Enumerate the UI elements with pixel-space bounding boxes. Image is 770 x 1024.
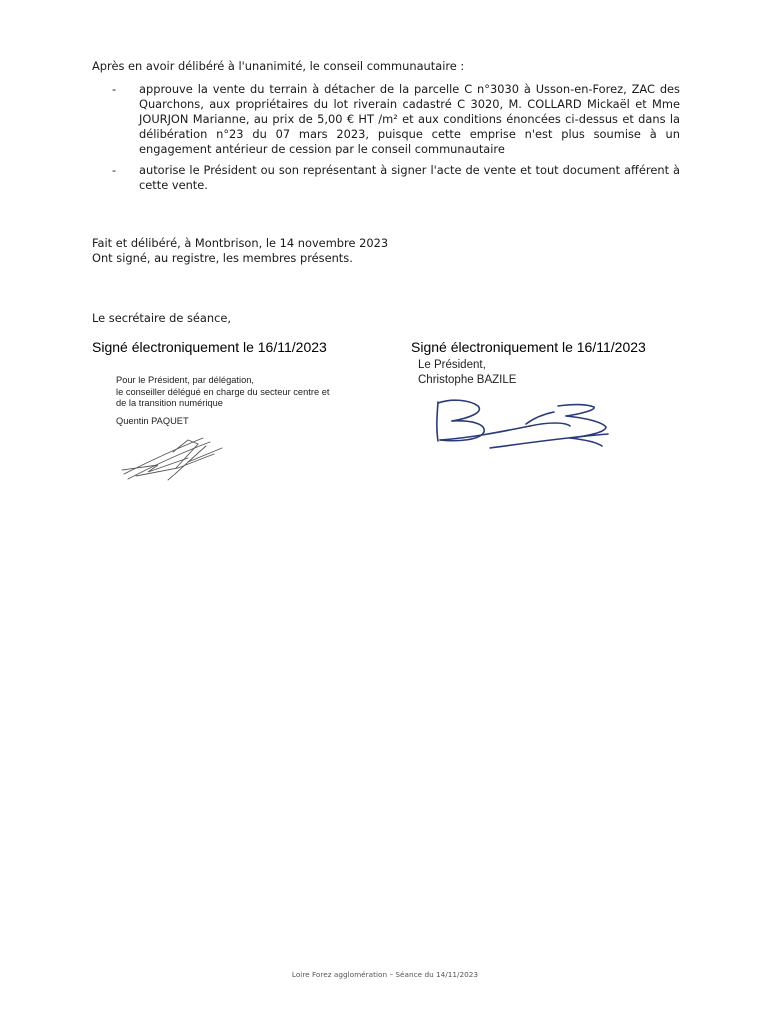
president-name: Christophe BAZILE bbox=[418, 373, 517, 386]
list-bullet: - bbox=[112, 82, 117, 96]
list-bullet: - bbox=[112, 163, 117, 177]
decision-text: approuve la vente du terrain à détacher de la parcelle C n°3030 à Usson-en-Forez, ZAC des Quarchons, aux propriétaires du lot riverain cadastré C 3020, M. COLLARD Mickaël et Mme JOURJON Marianne, au prix de 5,00 € HT /m² et aux conditions énoncées ci-dessus et dans la délibération n°23 du 07 mars 2023, puisque cette emprise n'est plus soumise à un engagement antérieur de cession par le conseil communautaire bbox=[139, 82, 680, 156]
secretary-label: Le secrétaire de séance, bbox=[92, 311, 231, 325]
decision-text: autorise le Président ou son représentant à signer l'acte de vente et tout document afférent à cette vente. bbox=[139, 163, 680, 192]
list-item bbox=[112, 82, 680, 157]
left-handwritten-signature bbox=[118, 432, 228, 486]
right-signature-heading: Signé électroniquement le 16/11/2023 bbox=[411, 339, 646, 355]
delegation-line: Pour le Président, par délégation, bbox=[116, 375, 254, 385]
delegation-line: le conseiller délégué en charge du secteur centre et bbox=[116, 386, 330, 397]
page-footer: Loire Forez agglomération – Séance du 14/11/2023 bbox=[291, 970, 479, 979]
president-block bbox=[418, 358, 516, 387]
intro-paragraph: Après en avoir délibéré à l'unanimité, le conseil communautaire : bbox=[92, 59, 465, 73]
president-title: Le Président, bbox=[418, 359, 486, 371]
left-signature-heading: Signé électroniquement le 16/11/2023 bbox=[92, 339, 327, 355]
delegation-line: de la transition numérique bbox=[116, 398, 223, 408]
right-handwritten-signature bbox=[430, 394, 615, 454]
decision-list bbox=[112, 82, 680, 199]
delegation-block bbox=[116, 375, 329, 410]
place-date-line: Fait et délibéré, à Montbrison, le 14 novembre 2023 bbox=[92, 236, 389, 250]
list-item bbox=[112, 163, 680, 193]
delegate-name: Quentin PAQUET bbox=[116, 416, 189, 426]
closing-block bbox=[92, 236, 592, 266]
signed-register-line: Ont signé, au registre, les membres présents. bbox=[92, 251, 353, 265]
